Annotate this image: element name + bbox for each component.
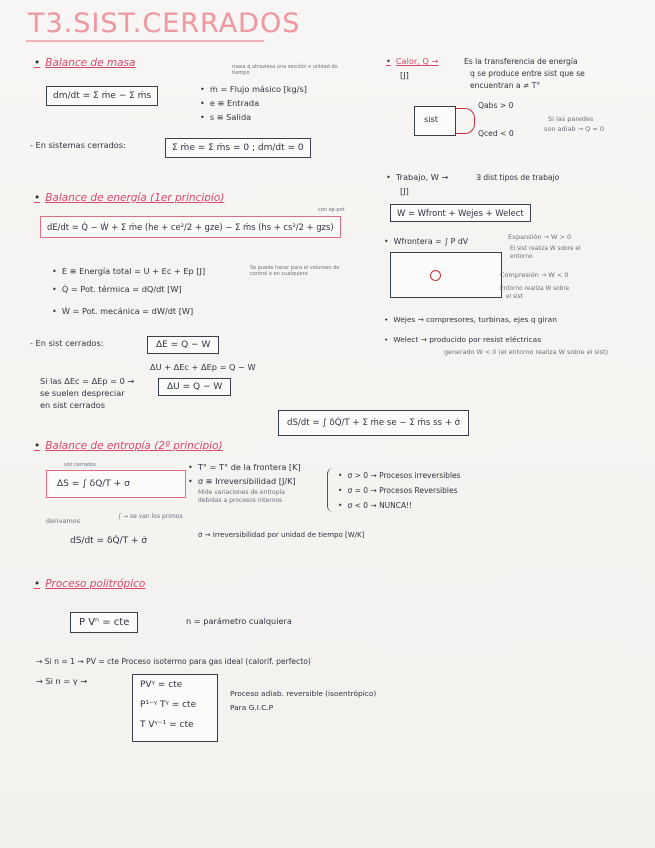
- heat-desc-3: encuentran a ≠ T°: [470, 81, 541, 90]
- work-desc: ∃ dist tipos de trabajo: [476, 173, 560, 182]
- entropy-sigma-dot: σ̇ → Irreversibilidad por unidad de tiempo [W/K]: [198, 531, 365, 539]
- poly-n-definition: n = parámetro cualquiera: [186, 616, 292, 626]
- heat-qabs: Qabs > 0: [478, 101, 514, 110]
- energy-final-equation: ΔU = Q − W: [158, 378, 231, 396]
- poly-gamma-eq-3: T Vᵞ⁻¹ = cte: [140, 720, 194, 730]
- energy-neglect-1: Si las ΔEc = ΔEp = 0 →: [40, 376, 135, 386]
- energy-equation: dE/dt = Q̇ − Ẇ + Σ ṁe (he + ce²/2 + gze) − Σ ṁs (hs + cs²/2 + gzs): [40, 216, 341, 238]
- heat-desc-2: q se produce entre sist que se: [470, 69, 585, 78]
- poly-n-equals-gamma-label: → Si n = γ →: [36, 676, 88, 686]
- work-electric: • Welect → producido por resist eléctricas: [384, 334, 541, 345]
- mass-closed-equation: Σ ṁe = Σ ṁs = 0 ; dm/dt = 0: [165, 138, 311, 158]
- poly-gamma-eq-1: PVᵞ = cte: [140, 680, 183, 690]
- energy-heading: • Balance de energía (1er principio): [34, 192, 224, 204]
- mass-def-m: • ṁ = Flujo másico [kg/s]: [200, 84, 307, 95]
- work-comp-note-2: el sist: [506, 294, 523, 300]
- heat-adiab-1: Si las paredes: [548, 115, 594, 123]
- entropy-deriv-label: derivamos: [46, 517, 81, 525]
- energy-def-E-note: Se puede hacer para el volumen de control o en cualquiera: [250, 265, 340, 277]
- entropy-small-above: sist cerrados: [64, 462, 96, 468]
- work-label: • Trabajo, W →: [386, 172, 448, 183]
- entropy-never: • σ < 0 → NUNCA!!: [338, 500, 412, 511]
- work-comp-note-1: Entorno realiza W sobre: [500, 286, 570, 292]
- heat-unit: [J]: [400, 70, 409, 80]
- entropy-rate-equation: dS/dt = ∫ δQ̇/T + Σ ṁe se − Σ ṁs ss + σ̇: [278, 410, 469, 436]
- energy-def-E: • E ≡ Energía total = U + Ec + Ep [J]: [52, 266, 205, 277]
- work-electric-2: generado W < 0 (el entorno realiza W sobre el sist): [444, 348, 608, 356]
- poly-gamma-eq-2: P¹⁻ᵞ Tᵞ = cte: [140, 700, 197, 710]
- heat-qced: Qced < 0: [478, 129, 514, 138]
- energy-neglect-3: en sist cerrados: [40, 400, 106, 410]
- title-underline: [26, 40, 264, 42]
- entropy-brace: [327, 468, 334, 512]
- energy-closed-equation: ΔE = Q − W: [147, 336, 219, 354]
- work-shaft: • Wejes → compresores, turbinas, ejes q giran: [384, 314, 557, 325]
- work-diagram-box: [390, 252, 502, 298]
- page-title: T3.SIST.CERRADOS: [28, 8, 301, 39]
- poly-gamma-desc-1: Proceso adiab. reversible (isoentrópico): [230, 689, 377, 698]
- work-exp-note-1: El sist realiza W sobre el: [510, 246, 581, 252]
- mass-small-note: masa q atraviesa una sección x unidad de tiempo: [232, 64, 338, 76]
- heat-arrows: [456, 108, 475, 134]
- energy-def-Q: • Q̇ = Pot. térmica = dQ/dt [W]: [52, 284, 182, 295]
- heat-adiab-2: son adiab → Q = 0: [544, 125, 604, 133]
- entropy-irreversible: • σ > 0 → Procesos irreversibles: [338, 470, 461, 481]
- work-frontier: • Wfrontera = ∫ P dV: [384, 236, 468, 247]
- mass-equation: dm/dt = Σ ṁe − Σ ṁs: [46, 86, 158, 106]
- entropy-sigma-note-1: Mide variaciones de entropía: [198, 489, 285, 496]
- entropy-sigma-note-2: debidas a procesos internos: [198, 497, 283, 504]
- work-diagram-circle: [430, 270, 441, 281]
- poly-equation: P Vⁿ = cte: [70, 612, 138, 633]
- mass-heading: • Balance de masa: [34, 57, 135, 69]
- entropy-int-note: ∫ → se van los primos: [118, 513, 183, 520]
- work-exp-note-2: entorno: [510, 254, 533, 260]
- poly-heading: • Proceso politrópico: [34, 578, 145, 590]
- work-expansion: Expansión → W > 0: [508, 233, 572, 241]
- mass-def-s: • s ≡ Salida: [200, 112, 251, 123]
- poly-gamma-desc-2: Para G.I.C.P: [230, 703, 274, 712]
- energy-neglect-2: se suelen despreciar: [40, 388, 125, 398]
- poly-n-equals-1: → Si n = 1 → PV = cte Proceso isotermo para gas ideal (calorif. perfecto): [36, 657, 311, 666]
- work-compression: Compresión → W < 0: [500, 271, 569, 279]
- energy-expanded: ΔU + ΔEc + ΔEp = Q − W: [150, 362, 256, 372]
- energy-closed-label: - En sist cerrados:: [30, 338, 104, 348]
- entropy-equation: ΔS = ∫ δQ/T + σ: [46, 470, 186, 498]
- work-unit: [J]: [400, 186, 409, 196]
- entropy-def-T: • T° = T° de la frontera [K]: [188, 462, 301, 473]
- heat-label: • Calor, Q →: [386, 56, 438, 67]
- work-equation: W = Wfront + Wejes + Welect: [390, 204, 531, 222]
- entropy-heading: • Balance de entropía (2º principio): [34, 440, 223, 452]
- heat-desc-1: Es la transferencia de energía: [464, 57, 578, 66]
- entropy-deriv-equation: dS/dt = δQ̇/T + σ̇: [70, 536, 148, 546]
- energy-con-epot: con ep pot: [318, 207, 345, 213]
- entropy-def-sigma: • σ ≡ Irreversibilidad [J/K]: [188, 476, 296, 487]
- mass-def-e: • e ≡ Entrada: [200, 98, 259, 109]
- mass-closed-label: - En sistemas cerrados:: [30, 140, 126, 150]
- heat-system-label: sist: [424, 114, 439, 124]
- entropy-reversible: • σ = 0 → Procesos Reversibles: [338, 485, 457, 496]
- energy-def-W: • Ẇ = Pot. mecánica = dW/dt [W]: [52, 306, 193, 317]
